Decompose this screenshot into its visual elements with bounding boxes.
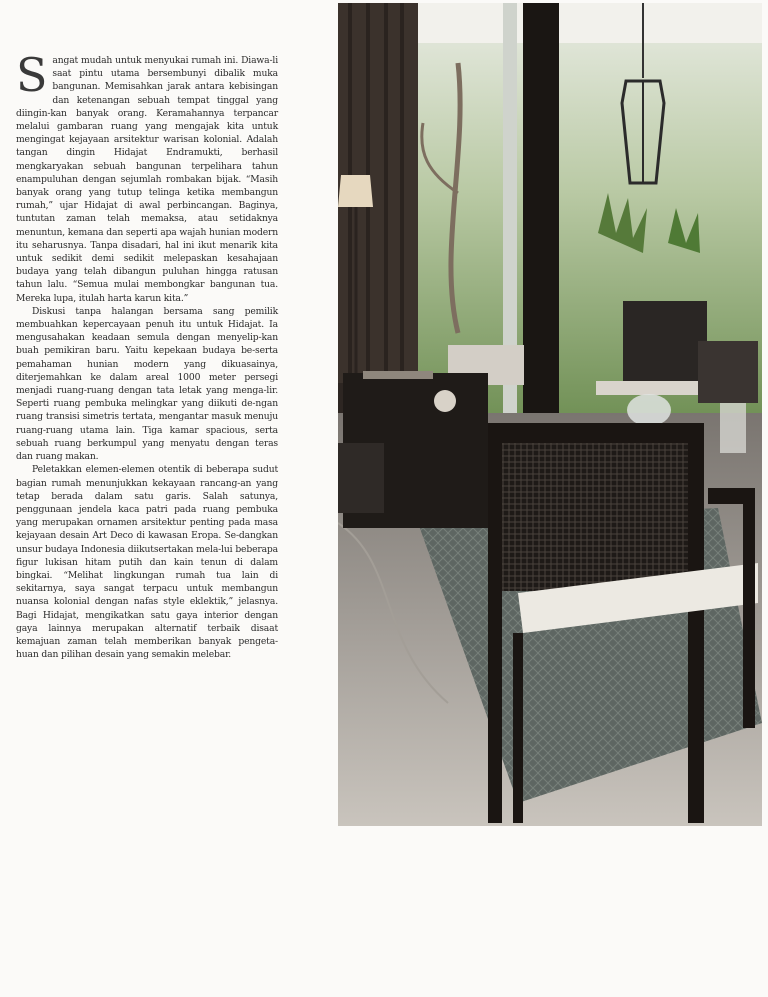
window-frame	[523, 3, 559, 423]
bottom-margin	[0, 830, 768, 997]
paragraph-2: Diskusi tanpa halangan bersama sang pemilik membuahkan kepercayaan penuh itu untuk Hidajat. Ia mengusahakan keadaan semula dengan menyelip-kan buah pemikiran baru. Yaitu kepekaan budaya be-serta pemahaman hunian modern yang dikuasainya, diterjemahkan ke dalam areal 1000 meter persegi menjadi ruang-ruang dengan tata letak yang menga-lir. Seperti ruang pembuka melingkar yang diikuti de-ngan ruang transisi simetris tertata, mengantar masuk menuju ruang-ruang utama lain. Tiga kamar spacious, serta sebuah ruang berkumpul yang menyatu dengan teras dan ruang makan.	[16, 305, 278, 463]
lamp-shade	[338, 175, 373, 207]
paragraph-3: Peletakkan elemen-elemen otentik di beberapa sudut bagian rumah menunjukkan kekayaan rancang-an yang tetap berada dalam satu garis. Salah satunya, penggunaan jendela kaca patri pada ruang pembuka yang merupakan ornamen arsitektur penting pada masa kejayaan desain Art Deco di kawasan Eropa. Se-dangkan unsur budaya Indonesia diikutsertakan mela-lui beberapa figur lukisan hitam putih dan kain tenun di dalam bingkai. “Melihat lingkungan rumah tua lain di sekitarnya, saya sangat terpacu untuk membangun nuansa kolonial dengan nafas style eklektik,” jelasnya. Bagi Hidajat, mengikatkan satu gaya interior dengan gaya lainnya merupakan alternatif terbaik disaat kemajuan zaman telah memberikan banyak pengeta-huan dan pilihan desain yang semakin melebar.	[16, 464, 278, 661]
stool	[338, 443, 384, 513]
drop-cap: S	[16, 48, 48, 102]
glass-jar	[627, 394, 671, 426]
interior-photo	[338, 3, 762, 826]
paragraph-1-text: angat mudah untuk menyukai rumah ini. Diawa-li saat pintu utama bersembunyi dibalik muka bangunan. Memisahkan jarak antara kebisingan dan ketenangan sebuah tempat tinggal yang diingin-kan banyak orang. Keramahannya terpancar melalui gambaran ruang yang mengajak kita untuk mengingat kejayaan arsitektur warisan kolonial. Adalah tangan dingin Hidajat Endramukti, berhasil mengkaryakan sebuah bangunan terpelihara tahun enampuluhan dengan sejumlah rombakan bijak. “Masih banyak orang yang tutup telinga ketika membangun rumah,” ujar Hidajat di awal perbincangan. Baginya, tuntutan zaman telah memaksa, atau setidaknya menuntun, kemana dan seperti apa wajah hunian modern itu seharusnya. Tanpa disadari, hal ini ikut menarik kita untuk sedikit demi sedikit melepaskan kesahajaan budaya yang telah dibangun puluhan hingga ratusan tahun lalu. “Semua mulai membongkar bangunan tua. Mereka lupa, itulah harta karun kita.”	[16, 55, 278, 304]
background-chair	[623, 301, 707, 391]
paragraph-1	[16, 48, 278, 305]
article-body	[16, 48, 278, 661]
interior-photo-illustration	[338, 3, 762, 826]
